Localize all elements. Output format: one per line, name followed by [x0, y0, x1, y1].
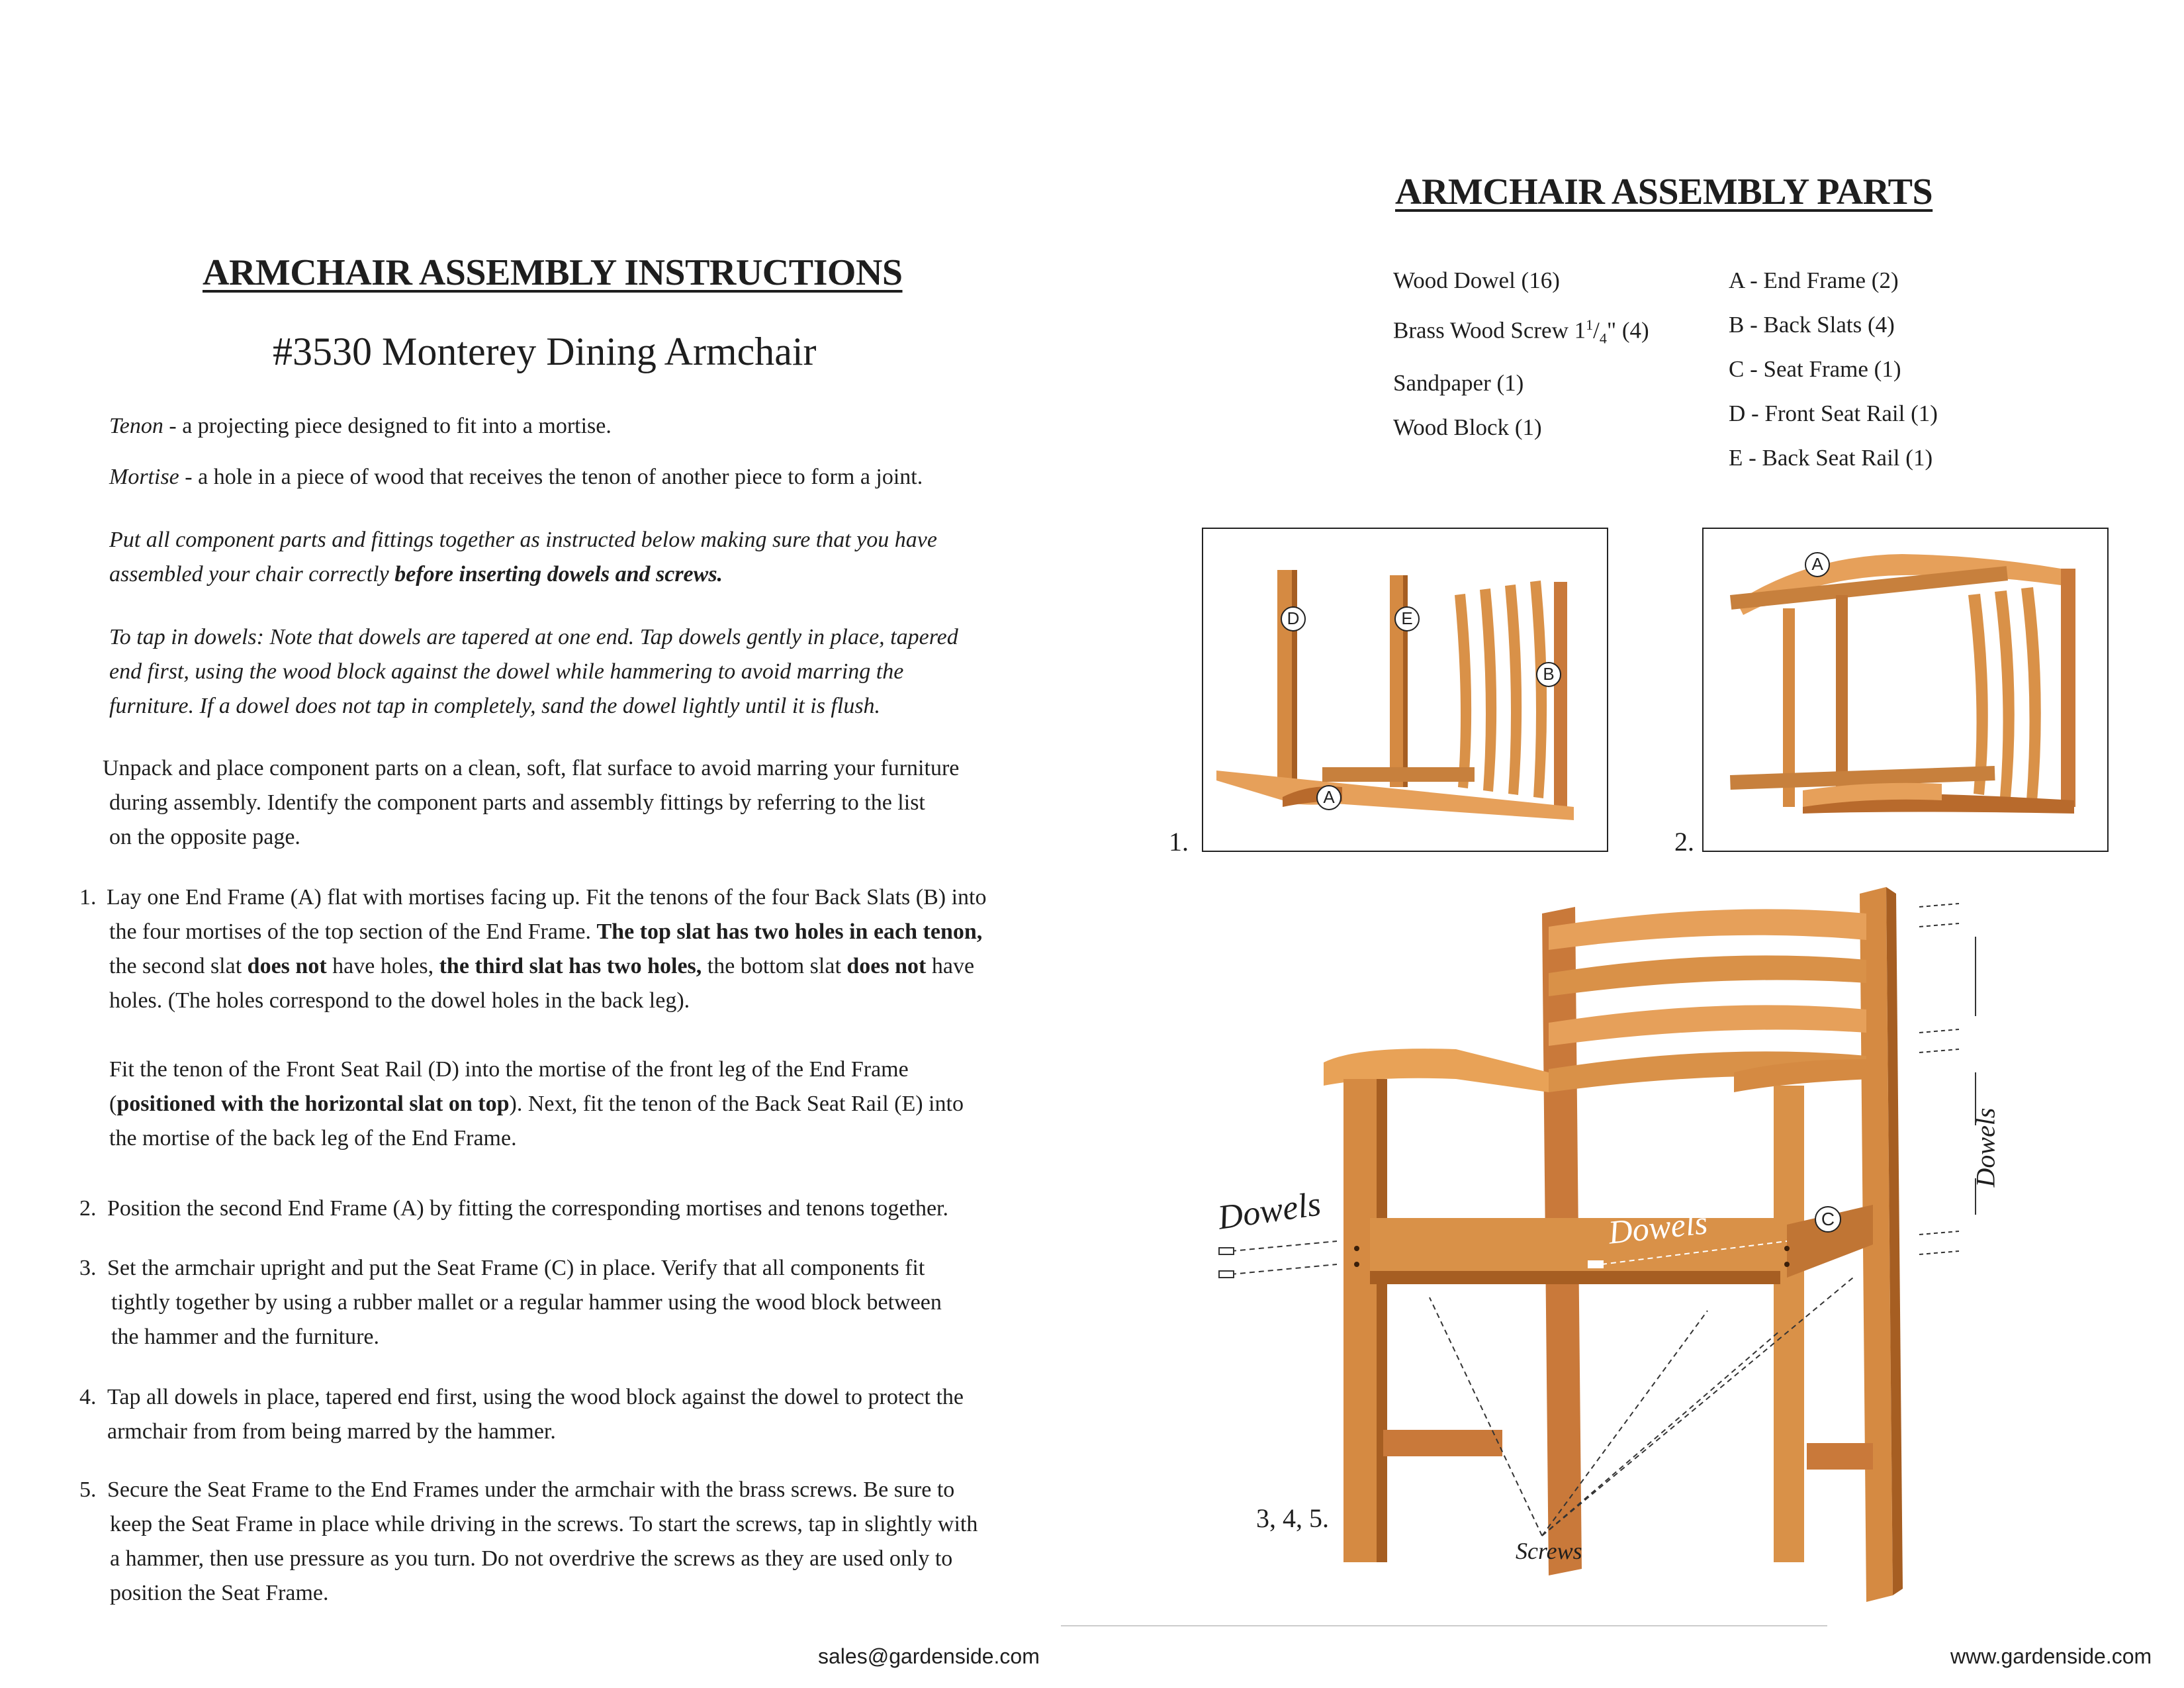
text-line: keep the Seat Frame in place while driving in the screws. To start the screws, tap in slightly with — [110, 1512, 978, 1536]
fitting-item — [1393, 303, 1649, 361]
text-line — [109, 557, 937, 592]
dowels-label-right: Dowels — [1970, 1107, 2001, 1188]
text-line: Tap all dowels in place, tapered end first, using the wood block against the dowel to protect the — [107, 1385, 964, 1409]
step-1 — [109, 880, 987, 1156]
text-line: holes. (The holes correspond to the dowel holes in the back leg). — [109, 988, 690, 1013]
figure-2-frame — [1702, 528, 2109, 852]
instructions-heading: ARMCHAIR ASSEMBLY INSTRUCTIONS — [203, 252, 903, 293]
text-line: a hammer, then use pressure as you turn. Do not overdrive the screws as they are used only to — [110, 1546, 953, 1571]
component-item: A - End Frame (2) — [1729, 267, 1899, 293]
tenon-text: - a projecting piece designed to fit into a mortise. — [163, 414, 612, 438]
footer-email[interactable]: sales@gardenside.com — [818, 1644, 1040, 1668]
parts-heading: ARMCHAIR ASSEMBLY PARTS — [1395, 171, 1933, 212]
tap-dowels-paragraph — [109, 620, 958, 724]
text-line: Fit the tenon of the Front Seat Rail (D) into the mortise of the front leg of the End Frame — [109, 1057, 909, 1082]
callout-e — [1394, 606, 1420, 635]
step-4 — [107, 1380, 964, 1449]
tenon-definition — [109, 409, 612, 444]
fittings-list — [1393, 258, 1649, 449]
figure-1-frame — [1202, 528, 1608, 852]
callout-d-letter: D — [1287, 608, 1300, 628]
text-line: Unpack and place component parts on a clean, soft, flat surface to avoid marring your furniture — [103, 756, 960, 780]
text-line: Lay one End Frame (A) flat with mortises facing up. Fit the tenons of the four Back Slats (B) into — [107, 885, 987, 910]
fraction-denominator: 4 — [1599, 330, 1607, 347]
text-span: Brass Wood Screw 1 — [1393, 317, 1586, 344]
text-span: the bottom slat — [702, 954, 847, 978]
callout-c-letter: C — [1821, 1209, 1835, 1229]
text-line: To tap in dowels: Note that dowels are tapered at one end. Tap dowels gently in place, tapered — [109, 625, 958, 649]
step-2-number: 2. — [79, 1196, 97, 1221]
figure-1-label: 1. — [1169, 827, 1189, 857]
step-3 — [107, 1251, 942, 1354]
step-5-number: 5. — [79, 1477, 97, 1502]
text-span: have holes, — [326, 954, 439, 978]
bold-emphasis: before inserting dowels and screws. — [394, 562, 723, 586]
bold-emphasis: The top slat has two holes in each tenon, — [596, 919, 983, 944]
text-line: tightly together by using a rubber mallet or a regular hammer using the wood block between — [111, 1290, 942, 1315]
figure-3-label: 3, 4, 5. — [1256, 1503, 1329, 1533]
callout-a-letter: A — [1323, 787, 1335, 807]
text-line: during assembly. Identify the component parts and assembly fittings by referring to the list — [109, 790, 925, 815]
text-span: the second slat — [109, 954, 248, 978]
mortise-term: Mortise — [109, 465, 179, 489]
text-line: Set the armchair upright and put the Seat Frame (C) in place. Verify that all components fit — [107, 1256, 925, 1280]
dowels-label-seat: Dowels — [1606, 1203, 1709, 1251]
text-line: furniture. If a dowel does not tap in completely, sand the dowel lightly until it is flush. — [109, 694, 881, 718]
step-1-number: 1. — [79, 885, 97, 910]
text-line: on the opposite page. — [109, 825, 300, 849]
mortise-definition — [109, 460, 923, 494]
tenon-term: Tenon — [109, 414, 163, 438]
callout-a-fig2 — [1804, 551, 1831, 581]
unpack-paragraph — [103, 751, 959, 855]
callout-b — [1535, 661, 1562, 691]
text-line: the mortise of the back leg of the End Frame. — [109, 1126, 517, 1150]
figure-2-label: 2. — [1674, 827, 1694, 857]
component-item: E - Back Seat Rail (1) — [1729, 445, 1933, 471]
callout-d — [1280, 606, 1306, 635]
text-span: ). Next, fit the tenon of the Back Seat Rail (E) into — [509, 1092, 964, 1116]
step-3-number: 3. — [79, 1256, 97, 1280]
text-line — [109, 915, 987, 949]
dowels-label-left: Dowels — [1215, 1185, 1324, 1237]
text-line — [109, 1087, 987, 1121]
fitting-item: Wood Block (1) — [1393, 414, 1542, 440]
text-span: ( — [109, 1092, 117, 1116]
figure-3-illustration — [1205, 874, 2131, 1615]
text-line: armchair from from being marred by the hammer. — [107, 1419, 556, 1444]
text-span: have — [926, 954, 975, 978]
fitting-item: Sandpaper (1) — [1393, 369, 1524, 396]
component-item: C - Seat Frame (1) — [1729, 356, 1901, 382]
component-item: D - Front Seat Rail (1) — [1729, 400, 1938, 426]
fraction-numerator: 1 — [1586, 316, 1594, 333]
step-2: Position the second End Frame (A) by fitting the corresponding mortises and tenons together. — [107, 1196, 948, 1221]
bold-emphasis: positioned with the horizontal slat on top — [116, 1092, 510, 1116]
footer-website[interactable]: www.gardenside.com — [1950, 1644, 2152, 1668]
bold-emphasis: does not — [247, 954, 327, 978]
step-4-number: 4. — [79, 1385, 97, 1409]
bold-emphasis: does not — [846, 954, 927, 978]
callout-e-letter: E — [1401, 608, 1413, 628]
text-span: " (4) — [1606, 317, 1649, 344]
product-title: #3530 Monterey Dining Armchair — [273, 330, 817, 373]
text-line: position the Seat Frame. — [110, 1581, 329, 1605]
fitting-item: Wood Dowel (16) — [1393, 267, 1560, 293]
text-span: the four mortises of the top section of the End Frame. — [109, 919, 597, 944]
fraction-slash: / — [1593, 317, 1600, 344]
text-line — [109, 949, 987, 984]
screws-label: Screws — [1516, 1538, 1582, 1564]
step-5 — [107, 1473, 978, 1611]
text-line: Secure the Seat Frame to the End Frames under the armchair with the brass screws. Be sure to — [107, 1477, 955, 1502]
mortise-text: - a hole in a piece of wood that receives the tenon of another piece to form a joint. — [179, 465, 923, 489]
footer-divider — [1061, 1625, 1827, 1626]
callout-c — [1813, 1205, 1843, 1237]
text-line: Put all component parts and fittings together as instructed below making sure that you have — [109, 528, 937, 552]
figure-2-illustration — [1704, 529, 2107, 851]
text-span: assembled your chair correctly — [109, 562, 395, 586]
callout-a — [1316, 784, 1342, 814]
bold-emphasis: the third slat has two holes, — [439, 954, 702, 978]
component-item: B - Back Slats (4) — [1729, 312, 1895, 338]
callout-a-letter: A — [1811, 554, 1823, 574]
put-all-paragraph — [109, 523, 937, 592]
text-line: end first, using the wood block against the dowel while hammering to avoid marring the — [109, 659, 904, 684]
components-list — [1729, 258, 1938, 480]
text-line: the hammer and the furniture. — [111, 1325, 380, 1349]
callout-b-letter: B — [1543, 664, 1555, 684]
